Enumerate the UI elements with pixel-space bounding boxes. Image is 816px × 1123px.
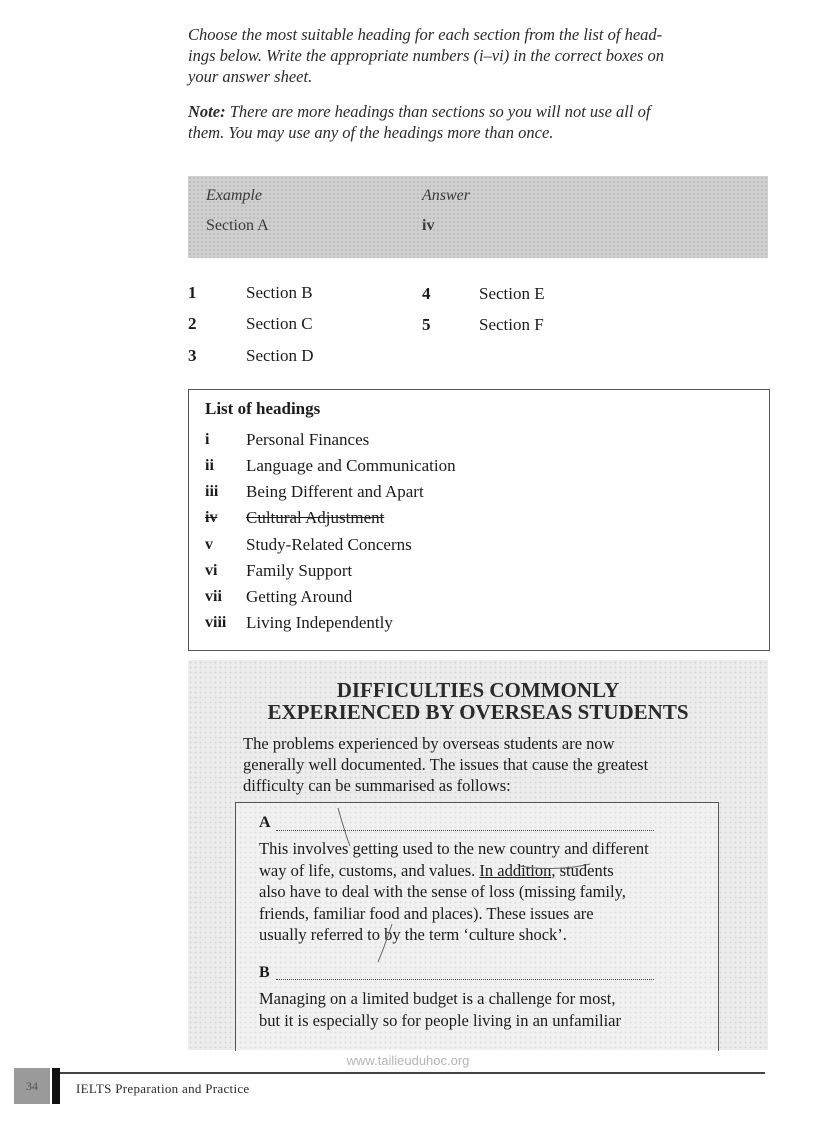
heading-text: Language and Communication: [246, 456, 456, 475]
section-letter: B: [259, 964, 270, 981]
section-line: also have to deal with the sense of loss (missing family,: [259, 882, 626, 901]
heading-number: viii: [205, 614, 227, 631]
instructions-line: Choose the most suitable heading for each section from the list of head-: [188, 25, 663, 44]
footer-rule: [60, 1072, 765, 1074]
intro-line: The problems experienced by overseas students are now: [243, 734, 615, 753]
heading-text: Study-Related Concerns: [246, 535, 412, 554]
section-line: usually referred to by the term ‘culture shock’.: [259, 925, 567, 944]
heading-number: ii: [205, 457, 214, 474]
question-number: 1: [188, 283, 197, 302]
note-text: There are more headings than sections so you will not use all of: [229, 102, 651, 121]
section-line: friends, familiar food and places). These issues are: [259, 903, 594, 923]
heading-text: Getting Around: [246, 587, 353, 606]
underlined-phrase: In addition: [479, 860, 552, 880]
section-line: but it is especially so for people living in an unfamiliar: [259, 1010, 622, 1030]
answer-value: iv: [422, 217, 435, 234]
question-label: Section B: [246, 283, 313, 302]
instructions-line: ings below. Write the appropriate numbers (i–vi) in the correct boxes on: [188, 46, 664, 65]
section-text: , students: [551, 860, 614, 880]
page-number: 34: [14, 1068, 50, 1104]
heading-text: Cultural Adjustment: [246, 508, 385, 527]
intro-line: difficulty can be summarised as follows:: [243, 776, 511, 795]
note-label: Note:: [188, 102, 226, 121]
section-line: Managing on a limited budget is a challenge for most,: [259, 989, 616, 1008]
heading-number: iii: [205, 483, 219, 500]
article-title: DIFFICULTIES COMMONLY: [336, 678, 620, 702]
heading-text: Being Different and Apart: [246, 482, 424, 501]
heading-number: vii: [205, 588, 222, 605]
watermark: www.tailieuduhoc.org: [346, 1053, 470, 1068]
question-label: Section E: [479, 284, 545, 303]
section-text: way of life, customs, and values.: [259, 860, 480, 880]
section-letter: A: [259, 814, 271, 831]
heading-number: vi: [205, 562, 218, 579]
question-label: Section C: [246, 314, 313, 333]
intro-line: generally well documented. The issues that cause the greatest: [243, 755, 649, 774]
heading-text: Personal Finances: [246, 430, 370, 449]
question-label: Section D: [246, 346, 314, 365]
heading-number: v: [205, 536, 213, 553]
question-number: 3: [188, 346, 197, 365]
headings-title: List of headings: [205, 399, 321, 418]
question-label: Section F: [479, 315, 544, 334]
section-line: This involves getting used to the new country and different: [259, 839, 649, 858]
question-number: 2: [188, 314, 197, 333]
answer-header: Answer: [422, 187, 470, 204]
example-header: Example: [206, 187, 262, 204]
example-value: Section A: [206, 217, 269, 234]
heading-number: i: [205, 431, 210, 448]
question-number: 5: [422, 315, 431, 334]
page-bar: [52, 1068, 60, 1104]
article-title: EXPERIENCED BY OVERSEAS STUDENTS: [267, 700, 689, 724]
instructions-line: your answer sheet.: [188, 67, 313, 86]
heading-text: Family Support: [246, 561, 353, 580]
note-text: them. You may use any of the headings more than once.: [188, 123, 554, 142]
book-title: IELTS Preparation and Practice: [76, 1081, 250, 1096]
heading-number: iv: [205, 509, 218, 526]
question-number: 4: [422, 284, 431, 303]
heading-text: Living Independently: [246, 613, 393, 632]
